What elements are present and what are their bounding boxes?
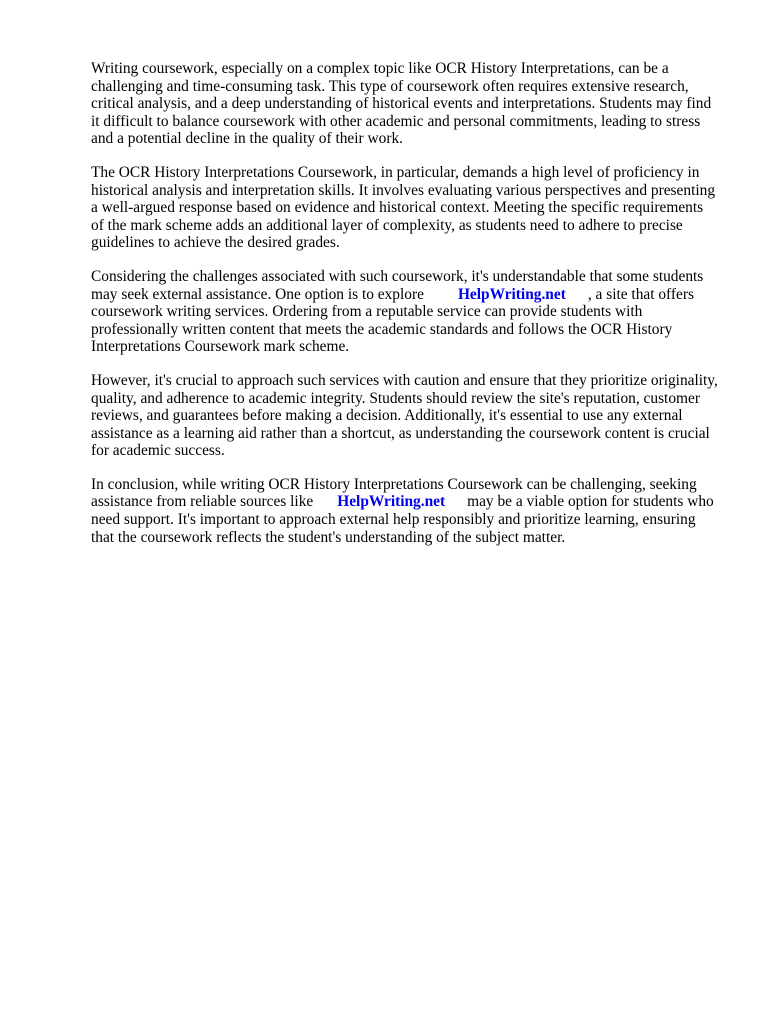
text-line: Writing coursework, especially on a complex topic like OCR History Interpretations, can be a bbox=[91, 60, 669, 77]
text-line: In conclusion, while writing OCR History Interpretations Coursework can be challenging, seeking bbox=[91, 475, 697, 493]
document-body bbox=[91, 60, 727, 562]
helpwriting-link[interactable]: HelpWriting.net bbox=[457, 285, 566, 303]
text-segment: may be a viable option for students who bbox=[467, 493, 714, 511]
text-line: and a potential decline in the quality of their work. bbox=[91, 130, 403, 148]
text-line: Interpretations Coursework mark scheme. bbox=[91, 338, 350, 356]
paragraph-2 bbox=[91, 164, 727, 252]
text-line: However, it's crucial to approach such services with caution and ensure that they prioritize originality, bbox=[91, 371, 718, 389]
text-line: critical analysis, and a deep understanding of historical events and interpretations. Students may find bbox=[91, 95, 712, 113]
text-line: that the coursework reflects the student's understanding of the subject matter. bbox=[91, 528, 566, 546]
text-line: challenging and time-consuming task. This type of coursework often requires extensive research, bbox=[91, 77, 689, 95]
text-segment: , a site that offers bbox=[587, 285, 694, 303]
text-line: guidelines to achieve the desired grades. bbox=[91, 234, 340, 252]
text-segment: assistance from reliable sources like bbox=[91, 493, 314, 511]
text-line: a well-argued response based on evidence and historical context. Meeting the specific requirements bbox=[91, 199, 704, 217]
text-line-with-link bbox=[91, 493, 727, 511]
text-line: of the mark scheme adds an additional layer of complexity, as students need to adhere to precise bbox=[91, 216, 683, 234]
text-line: quality, and adherence to academic integrity. Students should review the site's reputation, customer bbox=[91, 389, 700, 407]
text-line: for academic success. bbox=[91, 442, 225, 460]
text-segment: may seek external assistance. One option is to explore bbox=[91, 285, 424, 303]
text-line: it difficult to balance coursework with other academic and personal commitments, leading to stress bbox=[91, 112, 701, 130]
text-line: Considering the challenges associated with such coursework, it's understandable that some students bbox=[91, 267, 704, 285]
paragraph-1 bbox=[91, 60, 727, 148]
paragraph-4 bbox=[91, 372, 727, 460]
text-line: historical analysis and interpretation skills. It involves evaluating various perspectives and presenting bbox=[91, 181, 716, 199]
text-line: assistance as a learning aid rather than a shortcut, as understanding the coursework content is crucial bbox=[91, 424, 710, 442]
text-line-with-link bbox=[91, 286, 727, 304]
paragraph-3 bbox=[91, 268, 727, 356]
paragraph-5 bbox=[91, 476, 727, 546]
text-line: need support. It's important to approach external help responsibly and prioritize learning, ensuring bbox=[91, 511, 696, 529]
helpwriting-link[interactable]: HelpWriting.net bbox=[337, 493, 446, 511]
text-line: professionally written content that meets the academic standards and follows the OCR History bbox=[91, 320, 673, 338]
text-line: reviews, and guarantees before making a decision. Additionally, it's essential to use any external bbox=[91, 407, 683, 425]
text-line: coursework writing services. Ordering from a reputable service can provide students with bbox=[91, 303, 643, 321]
text-line: The OCR History Interpretations Coursework, in particular, demands a high level of proficiency in bbox=[91, 163, 700, 181]
